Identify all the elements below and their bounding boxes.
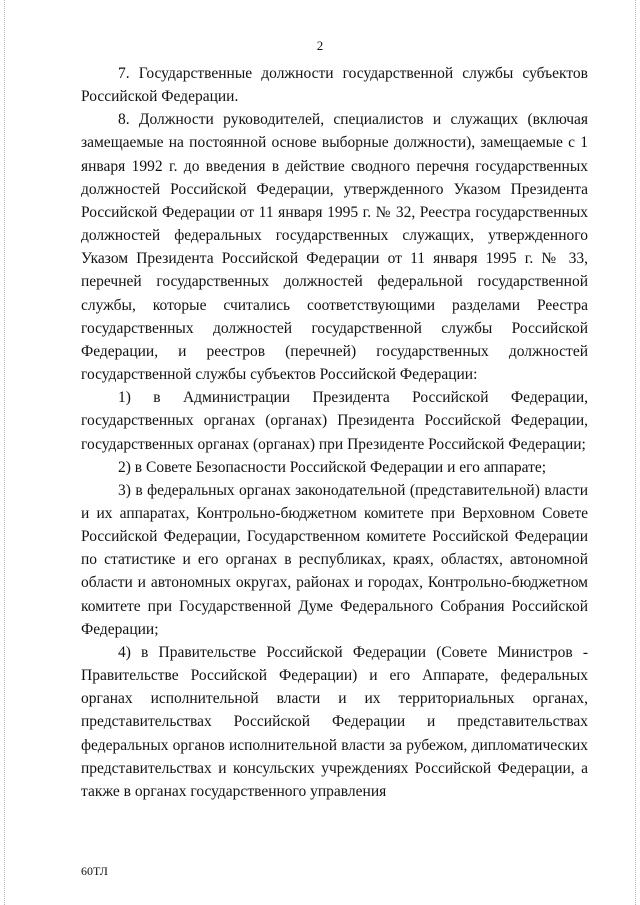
document-body [81,62,588,803]
footer-code: 60ТЛ [81,864,108,878]
paragraph-7: 7. Государственные должности государственной службы субъектов Российской Федерации. [81,65,588,106]
paragraph-8: 8. Должности руководителей, специалистов и служащих (включая замещаемые на постоянной основе выборные должности), замещаемые с 1 января 1992 г. до введения в действие сводного перечня государственных должностей Российской Федерации, утвержденного Указом Президента Российской Федерации от 11 января 1995 г. № 32, Реестра государственных должностей федеральных государственных служащих, утвержденного Указом Президента Российской Федерации от 11 января 1995 г. № 33, перечней государственных должностей федеральной государственной службы, которые считались соответствующими разделами Реестра государственных должностей государственной службы Российской Федерации, и реестров (перечней) государственных должностей государственной службы субъектов Российской Федерации: [81,111,588,384]
scan-edge-left [4,0,5,905]
list-item-1: 1) в Администрации Президента Российской Федерации, государственных органах (органах) Президента Российской Федерации, государственных органах (органах) при Президенте Российской Федерации; [81,389,588,453]
list-item-4: 4) в Правительстве Российской Федерации (Совете Министров - Правительстве Российской Федерации) и его Аппарате, федеральных органах исполнительной власти и их территориальных органах, представительствах Российской Федерации и представительствах федеральных органов исполнительной власти за рубежом, дипломатических представительствах и консульских учреждениях Российской Федерации, а также в органах государственного управления [81,643,588,800]
page-number: 2 [316,38,324,53]
list-item-2: 2) в Совете Безопасности Российской Федерации и его аппарате; [118,458,547,476]
scan-edge-right [635,0,636,905]
list-item-3: 3) в федеральных органах законодательной (представительной) власти и их аппаратах, Контрольно-бюджетном комитете при Верховном Совете Российской Федерации, Государственном комитете Российской Федерации по статистике и его органах в республиках, краях, областях, автономной области и автономных округах, районах и городах, Контрольно-бюджетном комитете при Государственной Думе Федерального Собрания Российской Федерации; [81,481,588,638]
